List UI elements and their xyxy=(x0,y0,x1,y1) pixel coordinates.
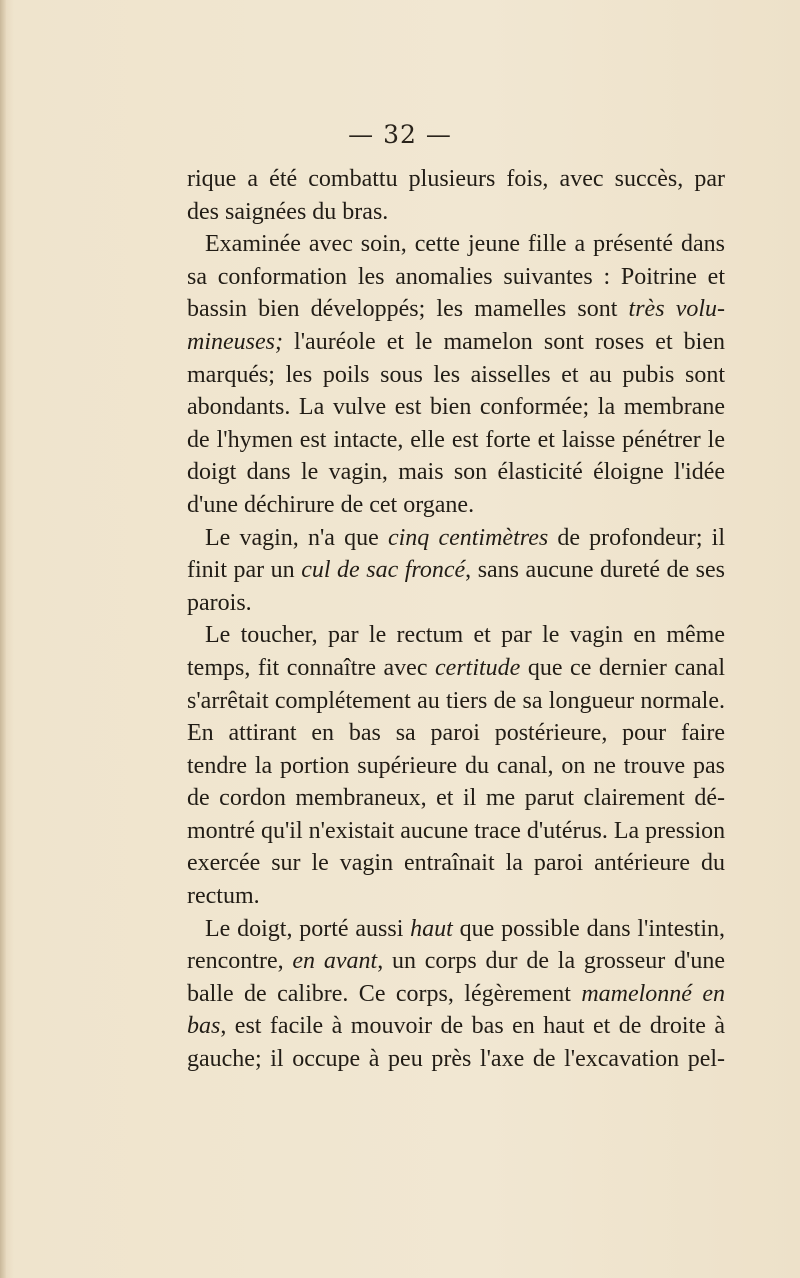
italic-text: bas xyxy=(187,1013,221,1040)
text-segment: bassin bien développés; les mamelles sont xyxy=(187,296,618,323)
italic-text: en avant xyxy=(292,948,378,975)
text-line: rectum. xyxy=(187,883,260,910)
text-line xyxy=(187,945,725,978)
text-line: de cordon membraneux, et il me parut clairement dé- xyxy=(187,785,725,812)
text-line xyxy=(187,913,725,946)
page-number: — 32 — xyxy=(348,120,452,149)
text-line: abondants. La vulve est bien conformée; la membrane xyxy=(187,394,725,421)
text-segment: Le doigt, porté aussi xyxy=(205,915,404,942)
italic-text: cul de sac froncé xyxy=(301,557,466,584)
paragraph-3 xyxy=(187,522,725,620)
text-line: de l'hymen est intacte, elle est forte et laisse pénétrer le xyxy=(187,426,725,453)
page-binding-edge xyxy=(0,0,6,1278)
text-segment: Le vagin, n'a que xyxy=(205,524,379,551)
italic-text: haut xyxy=(410,915,453,942)
text-segment: l'auréole et le mamelon sont roses et bien xyxy=(294,328,726,355)
text-segment: que possible dans l'intestin, xyxy=(459,915,726,942)
text-line xyxy=(187,293,725,326)
paragraph-5 xyxy=(187,913,725,1076)
text-line: doigt dans le vagin, mais son élasticité éloigne l'idée xyxy=(187,459,725,486)
text-line: Le toucher, par le rectum et par le vagin en même xyxy=(205,622,725,649)
text-line: En attirant en bas sa paroi postérieure, pour faire xyxy=(187,720,725,747)
text-line xyxy=(187,978,725,1011)
italic-text: certitude xyxy=(435,654,521,681)
text-line: gauche; il occupe à peu près l'axe de l'excavation pel- xyxy=(187,1046,725,1073)
text-line xyxy=(187,554,725,587)
text-line xyxy=(187,522,725,555)
text-line xyxy=(187,652,725,685)
text-line: rique a été combattu plusieurs fois, avec succès, par xyxy=(187,166,725,192)
text-line: Examinée avec soin, cette jeune fille a présenté dans xyxy=(205,231,725,258)
text-line: d'une déchirure de cet organe. xyxy=(187,491,475,518)
text-line: montré qu'il n'existait aucune trace d'utérus. La pression xyxy=(187,817,726,844)
italic-text: très volu- xyxy=(628,296,725,323)
text-segment: balle de calibre. Ce corps, légèrement xyxy=(187,980,571,1007)
italic-text: mamelonné en xyxy=(581,980,726,1007)
text-segment: de profondeur; il xyxy=(557,524,725,551)
paragraph-2 xyxy=(187,228,725,521)
text-line: des saignées du bras. xyxy=(187,198,389,225)
text-segment: , sans aucune dureté de ses xyxy=(465,557,726,584)
text-line: sa conformation les anomalies suivantes : Poitrine et xyxy=(187,263,725,290)
text-segment: , est facile à mouvoir de bas en haut et de droite à xyxy=(220,1013,725,1040)
paragraph-1 xyxy=(187,163,725,228)
body-text xyxy=(187,163,725,1076)
text-segment: rencontre, xyxy=(187,948,284,975)
text-line: s'arrêtait complétement au tiers de sa longueur normale. xyxy=(187,687,725,714)
text-line: marqués; les poils sous les aisselles et au pubis sont xyxy=(187,361,725,388)
text-segment: finit par un xyxy=(187,557,295,584)
text-segment: que ce dernier canal xyxy=(527,654,726,681)
text-line: parois. xyxy=(187,589,252,616)
italic-text: mineuses; xyxy=(187,328,283,355)
text-line xyxy=(187,1010,725,1043)
text-line xyxy=(187,326,725,359)
text-segment: temps, fit connaître avec xyxy=(187,654,428,681)
text-line: tendre la portion supérieure du canal, on ne trouve pas xyxy=(187,752,725,779)
italic-text: cinq centimètres xyxy=(387,524,549,551)
text-segment: , un corps dur de la grosseur d'une xyxy=(377,948,725,975)
paragraph-4 xyxy=(187,619,725,912)
text-line: exercée sur le vagin entraînait la paroi antérieure du xyxy=(187,850,725,877)
